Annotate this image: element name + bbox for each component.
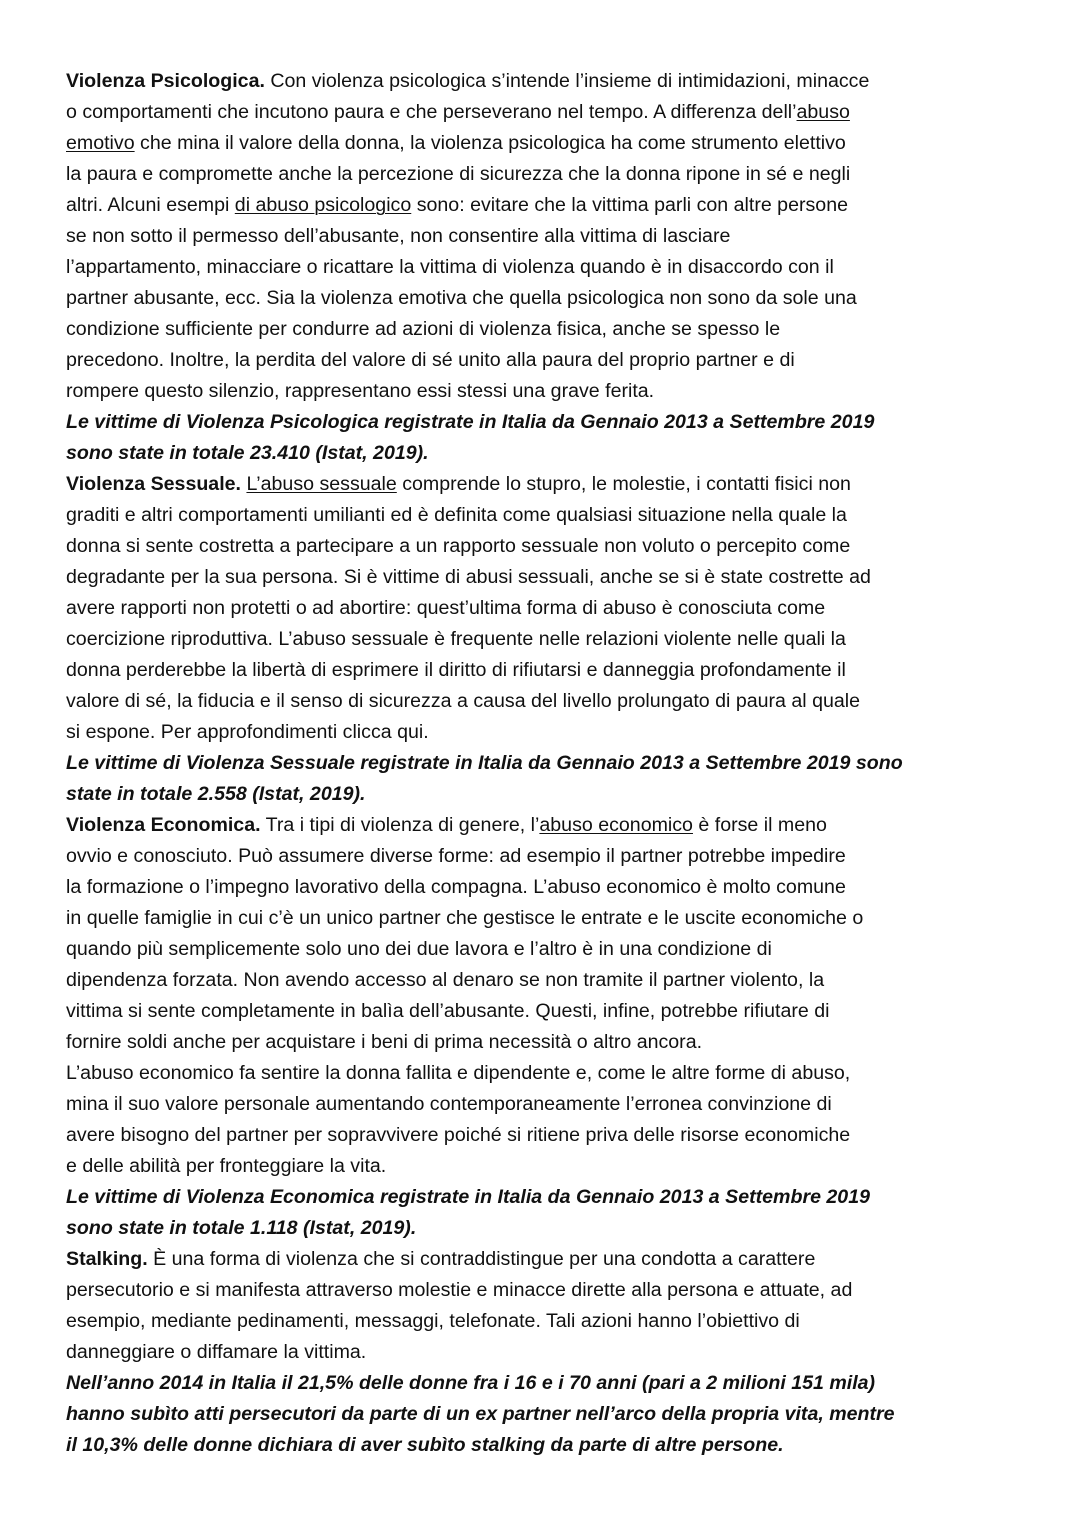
- text-line: avere bisogno del partner per sopravvivere poiché si ritiene priva delle risorse economiche: [66, 1124, 851, 1146]
- link-abuso-sessuale[interactable]: L’abuso sessuale: [246, 473, 397, 495]
- statistic-line: Le vittime di Violenza Economica registrate in Italia da Gennaio 2013 a Settembre 2019: [66, 1186, 871, 1208]
- text-line: precedono. Inoltre, la perdita del valore di sé unito alla paura del proprio partner e di: [66, 349, 795, 371]
- text-line: dipendenza forzata. Non avendo accesso al denaro se non tramite il partner violento, la: [66, 969, 825, 991]
- text-line: esempio, mediante pedinamenti, messaggi, telefonate. Tali azioni hanno l’obiettivo di: [66, 1310, 800, 1332]
- section-heading: Violenza Psicologica.: [66, 70, 265, 92]
- statistic-line: Nell’anno 2014 in Italia il 21,5% delle donne fra i 16 e i 70 anni (pari a 2 milioni 151 mila): [66, 1372, 876, 1394]
- text-line: quando più semplicemente solo uno dei due lavora e l’altro è in una condizione di: [66, 938, 772, 960]
- statistic-line: hanno subìto atti persecutori da parte di un ex partner nell’arco della propria vita, mentre: [66, 1403, 895, 1425]
- link-abuso-economico[interactable]: abuso economico: [539, 814, 693, 836]
- text-line: condizione sufficiente per condurre ad azioni di violenza fisica, anche se spesso le: [66, 318, 781, 340]
- link-abuso-emotivo[interactable]: abuso: [796, 101, 850, 123]
- statistic-line: Le vittime di Violenza Psicologica registrate in Italia da Gennaio 2013 a Settembre 2019: [66, 411, 875, 433]
- text-line: fornire soldi anche per acquistare i beni di prima necessità o altro ancora.: [66, 1031, 703, 1053]
- text-line: Violenza Economica. Tra i tipi di violenza di genere, l’abuso economico è forse il meno: [66, 814, 827, 836]
- text-line: la paura e compromette anche la percezione di sicurezza che la donna ripone in sé e negli: [66, 163, 851, 185]
- text-line: Stalking. È una forma di violenza che si contraddistingue per una condotta a carattere: [66, 1248, 816, 1270]
- text-line: l’appartamento, minacciare o ricattare la vittima di violenza quando è in disaccordo con il: [66, 256, 834, 278]
- statistic-line: state in totale 2.558 (Istat, 2019).: [66, 783, 366, 805]
- statistic-line: sono state in totale 1.118 (Istat, 2019).: [66, 1217, 417, 1239]
- text-line: altri. Alcuni esempi di abuso psicologico sono: evitare che la vittima parli con altre persone: [66, 194, 848, 216]
- text-line: graditi e altri comportamenti umilianti ed è definita come qualsiasi situazione nella quale la: [66, 504, 847, 526]
- text-line: Violenza Sessuale. L’abuso sessuale comprende lo stupro, le molestie, i contatti fisici non: [66, 473, 851, 495]
- text-line: coercizione riproduttiva. L’abuso sessuale è frequente nelle relazioni violente nelle quali la: [66, 628, 846, 650]
- text-line: in quelle famiglie in cui c’è un unico partner che gestisce le entrate e le uscite economiche o: [66, 907, 864, 929]
- text-line: valore di sé, la fiducia e il senso di sicurezza a causa del livello prolungato di paura al quale: [66, 690, 861, 712]
- text-line: degradante per la sua persona. Si è vittime di abusi sessuali, anche se si è state costrette ad: [66, 566, 871, 588]
- text-line: L’abuso economico fa sentire la donna fallita e dipendente e, come le altre forme di abuso,: [66, 1062, 851, 1084]
- section-heading: Stalking.: [66, 1248, 148, 1270]
- statistic-line: il 10,3% delle donne dichiara di aver subìto stalking da parte di altre persone.: [66, 1434, 784, 1456]
- text-line: se non sotto il permesso dell’abusante, non consentire alla vittima di lasciare: [66, 225, 731, 247]
- text-line: donna perderebbe la libertà di esprimere il diritto di rifiutarsi e danneggia profondamente il: [66, 659, 846, 681]
- text-line: rompere questo silenzio, rappresentano essi stessi una grave ferita.: [66, 380, 655, 402]
- text-line: donna si sente costretta a partecipare a un rapporto sessuale non voluto o percepito come: [66, 535, 851, 557]
- text-line: emotivo che mina il valore della donna, la violenza psicologica ha come strumento elettivo: [66, 132, 846, 154]
- text-line: mina il suo valore personale aumentando contemporaneamente l’erronea convinzione di: [66, 1093, 832, 1115]
- text-line: Violenza Psicologica. Con violenza psicologica s’intende l’insieme di intimidazioni, minacce: [66, 70, 870, 92]
- section-violenza-economica: [66, 810, 1016, 1244]
- section-heading: Violenza Economica.: [66, 814, 261, 836]
- text-line: avere rapporti non protetti o ad abortire: quest’ultima forma di abuso è conosciuta come: [66, 597, 826, 619]
- section-heading: Violenza Sessuale.: [66, 473, 241, 495]
- text-line: la formazione o l’impegno lavorativo della compagna. L’abuso economico è molto comune: [66, 876, 846, 898]
- link-abuso-psicologico[interactable]: di abuso psicologico: [234, 194, 412, 216]
- section-stalking: [66, 1244, 1016, 1461]
- text-line: ovvio e conosciuto. Può assumere diverse forme: ad esempio il partner potrebbe impedire: [66, 845, 846, 867]
- statistic-line: sono state in totale 23.410 (Istat, 2019).: [66, 442, 429, 464]
- text-line: si espone. Per approfondimenti clicca qui.: [66, 721, 429, 743]
- text-line: danneggiare o diffamare la vittima.: [66, 1341, 367, 1363]
- text-line: o comportamenti che incutono paura e che perseverano nel tempo. A differenza dell’abuso: [66, 101, 850, 123]
- text-line: e delle abilità per fronteggiare la vita.: [66, 1155, 387, 1177]
- text-line: partner abusante, ecc. Sia la violenza emotiva che quella psicologica non sono da sole una: [66, 287, 857, 309]
- text-line: vittima si sente completamente in balìa dell’abusante. Questi, infine, potrebbe rifiutare di: [66, 1000, 830, 1022]
- text-line: persecutorio e si manifesta attraverso molestie e minacce dirette alla persona e attuate, ad: [66, 1279, 853, 1301]
- section-violenza-psicologica: [66, 66, 1016, 469]
- link-abuso-emotivo[interactable]: emotivo: [66, 132, 135, 154]
- statistic-line: Le vittime di Violenza Sessuale registrate in Italia da Gennaio 2013 a Settembre 2019 sono: [66, 752, 903, 774]
- section-violenza-sessuale: [66, 469, 1016, 810]
